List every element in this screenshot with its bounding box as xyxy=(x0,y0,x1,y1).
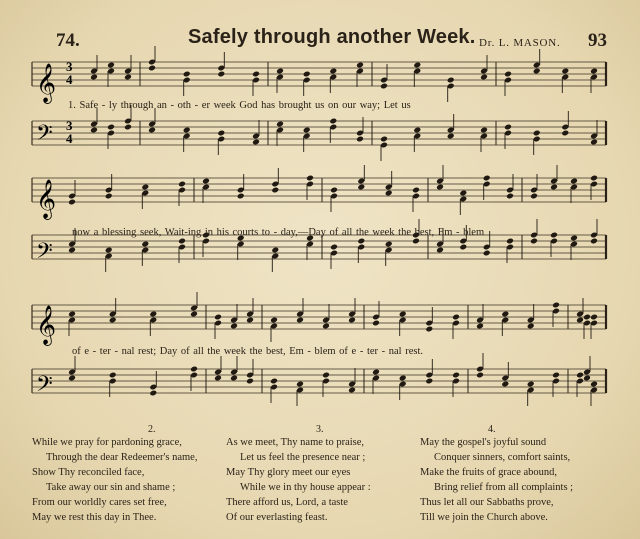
note-head xyxy=(217,130,225,137)
note-head xyxy=(459,244,467,251)
note-head xyxy=(105,193,113,200)
note-head xyxy=(329,68,337,75)
verse-line: Take away our sin and shame ; xyxy=(46,482,176,493)
note-head xyxy=(90,74,98,81)
note-head xyxy=(237,193,245,200)
note-head xyxy=(501,381,509,388)
note-head xyxy=(306,175,314,182)
note-head xyxy=(303,127,311,134)
lyric-line-2: now a blessing seek, Wait-ing in his courts to - day,—Day of all the week the best, Em - blem xyxy=(72,227,485,238)
note-head xyxy=(330,187,338,194)
note-head xyxy=(178,181,186,188)
note-head xyxy=(590,139,598,146)
note-head xyxy=(583,375,591,382)
treble-clef-icon: 𝄞 xyxy=(36,179,57,219)
note-head xyxy=(399,311,407,318)
note-head xyxy=(561,130,569,137)
note-head xyxy=(480,74,488,81)
note-head xyxy=(109,317,117,324)
note-head xyxy=(372,369,380,376)
note-head xyxy=(68,199,76,206)
verse-line: While we pray for pardoning grace, xyxy=(32,437,182,448)
note-head xyxy=(590,238,598,245)
note-head xyxy=(480,127,488,134)
note-head xyxy=(561,68,569,75)
note-head xyxy=(270,378,278,385)
note-head xyxy=(296,381,304,388)
verse-4 xyxy=(420,435,573,525)
note-head xyxy=(356,136,364,143)
note-head xyxy=(425,378,433,385)
verse-line: As we meet, Thy name to praise, xyxy=(226,437,365,448)
note-head xyxy=(183,127,191,134)
treble-clef-icon: 𝄞 xyxy=(36,63,57,103)
lyric-line-3: of e - ter - nal rest; Day of all the week the best, Em - blem of e - ter - nal rest. xyxy=(72,346,423,357)
verse-line: Show Thy reconciled face, xyxy=(32,467,145,478)
bass-clef-icon: 𝄢 xyxy=(36,239,53,269)
lyric-line-1: 1. Safe - ly through an - oth - er week God has brought us on our way; Let us xyxy=(68,100,411,111)
note-head xyxy=(506,238,514,245)
note-head xyxy=(68,311,76,318)
note-head xyxy=(436,247,444,254)
note-head xyxy=(476,372,484,379)
note-head xyxy=(452,314,460,321)
note-head xyxy=(447,133,455,140)
verse-3 xyxy=(226,435,371,525)
note-head xyxy=(576,372,584,379)
note-head xyxy=(527,381,535,388)
note-head xyxy=(148,127,156,134)
note-head xyxy=(533,68,541,75)
note-head xyxy=(141,241,149,248)
note-head xyxy=(550,232,558,239)
note-head xyxy=(148,65,156,72)
time-signature-bottom: 4 xyxy=(66,72,73,87)
time-signature-top: 3 xyxy=(66,118,73,133)
time-signature-top: 3 xyxy=(66,59,73,74)
note-head xyxy=(357,238,365,245)
note-head xyxy=(322,372,330,379)
verse-line: Of our everlasting feast. xyxy=(226,512,328,523)
note-head xyxy=(149,390,157,397)
note-head xyxy=(552,372,560,379)
verse-line: Till we join the Church above. xyxy=(420,512,548,523)
time-signature-bottom: 4 xyxy=(66,131,73,146)
note-head xyxy=(357,184,365,191)
note-head xyxy=(447,77,455,84)
note-head xyxy=(476,323,484,330)
note-head xyxy=(105,247,113,254)
note-head xyxy=(501,311,509,318)
note-head xyxy=(124,74,132,81)
note-head xyxy=(68,375,76,382)
note-head xyxy=(590,314,598,321)
note-head xyxy=(413,127,421,134)
verse-number: 3. xyxy=(316,424,324,435)
note-head xyxy=(214,375,222,382)
bass-clef-icon: 𝄢 xyxy=(36,372,53,402)
note-head xyxy=(276,121,284,128)
note-head xyxy=(506,193,514,200)
note-head xyxy=(570,235,578,242)
note-head xyxy=(483,250,491,257)
verse-line: May we rest this day in Thee. xyxy=(32,512,157,523)
note-head xyxy=(570,178,578,185)
note-head xyxy=(576,317,584,324)
note-head xyxy=(252,71,260,78)
note-head xyxy=(583,314,591,321)
verse-line: Bring relief from all complaints ; xyxy=(434,482,574,493)
note-head xyxy=(590,381,598,388)
note-head xyxy=(107,124,115,131)
verse-line: There afford us, Lord, a taste xyxy=(226,497,348,508)
verse-line: From our worldly cares set free, xyxy=(32,497,167,508)
note-head xyxy=(399,375,407,382)
verse-line: Thus let all our Sabbaths prove, xyxy=(420,497,554,508)
note-head xyxy=(217,71,225,78)
note-head xyxy=(109,372,117,379)
hymn-title: Safely through another Week. xyxy=(188,26,476,48)
note-head xyxy=(271,247,279,254)
verse-2 xyxy=(32,435,197,525)
note-head xyxy=(436,184,444,191)
note-head xyxy=(303,71,311,78)
note-head xyxy=(230,375,238,382)
verse-line: Conquer sinners, comfort saints, xyxy=(434,452,571,463)
note-head xyxy=(190,366,198,373)
page-number-right: 93 xyxy=(588,30,607,51)
note-head xyxy=(380,83,388,90)
note-head xyxy=(214,314,222,321)
note-head xyxy=(530,238,538,245)
verse-line: May the gospel's joyful sound xyxy=(420,437,547,448)
note-head xyxy=(356,62,364,69)
note-head xyxy=(348,317,356,324)
note-head xyxy=(141,184,149,191)
note-head xyxy=(504,71,512,78)
note-head xyxy=(530,193,538,200)
note-head xyxy=(550,184,558,191)
verse-line: May Thy glory meet our eyes xyxy=(226,467,351,478)
note-head xyxy=(149,311,157,318)
note-head xyxy=(190,311,198,318)
note-head xyxy=(504,124,512,131)
note-head xyxy=(183,71,191,78)
note-head xyxy=(230,323,238,330)
note-head xyxy=(372,320,380,327)
verse-number: 4. xyxy=(488,424,496,435)
note-head xyxy=(385,190,393,197)
note-head xyxy=(124,124,132,131)
note-head xyxy=(271,187,279,194)
note-head xyxy=(552,302,560,309)
verse-line: Make the fruits of grace abound, xyxy=(420,467,558,478)
page-number-left: 74. xyxy=(56,30,80,51)
note-head xyxy=(348,387,356,394)
note-head xyxy=(246,378,254,385)
treble-clef-icon: 𝄞 xyxy=(36,305,57,345)
note-head xyxy=(107,62,115,69)
note-head xyxy=(68,247,76,254)
note-head xyxy=(483,175,491,182)
note-head xyxy=(270,317,278,324)
bass-clef-icon: 𝄢 xyxy=(36,121,53,151)
note-head xyxy=(413,62,421,69)
note-head xyxy=(385,241,393,248)
note-head xyxy=(296,317,304,324)
note-head xyxy=(276,68,284,75)
composer-credit: Dr. L. MASON. xyxy=(479,37,561,49)
note-head xyxy=(412,187,420,194)
note-head xyxy=(527,323,535,330)
note-head xyxy=(533,130,541,137)
note-head xyxy=(178,238,186,245)
note-head xyxy=(90,127,98,134)
note-head xyxy=(452,372,460,379)
note-head xyxy=(459,190,467,197)
verse-line: Through the dear Redeemer's name, xyxy=(46,452,198,463)
note-head xyxy=(202,178,210,185)
note-head xyxy=(330,244,338,251)
verse-line: Let us feel the presence near ; xyxy=(240,452,366,463)
verse-line: While we in thy house appear : xyxy=(240,482,371,493)
note-head xyxy=(246,317,254,324)
note-head xyxy=(380,136,388,143)
verse-number: 2. xyxy=(148,424,156,435)
note-head xyxy=(425,326,433,333)
note-head xyxy=(322,323,330,330)
note-head xyxy=(590,68,598,75)
note-head xyxy=(252,139,260,146)
note-head xyxy=(412,238,420,245)
clefs xyxy=(36,63,56,402)
note-head xyxy=(590,175,598,182)
note-head xyxy=(329,118,337,125)
